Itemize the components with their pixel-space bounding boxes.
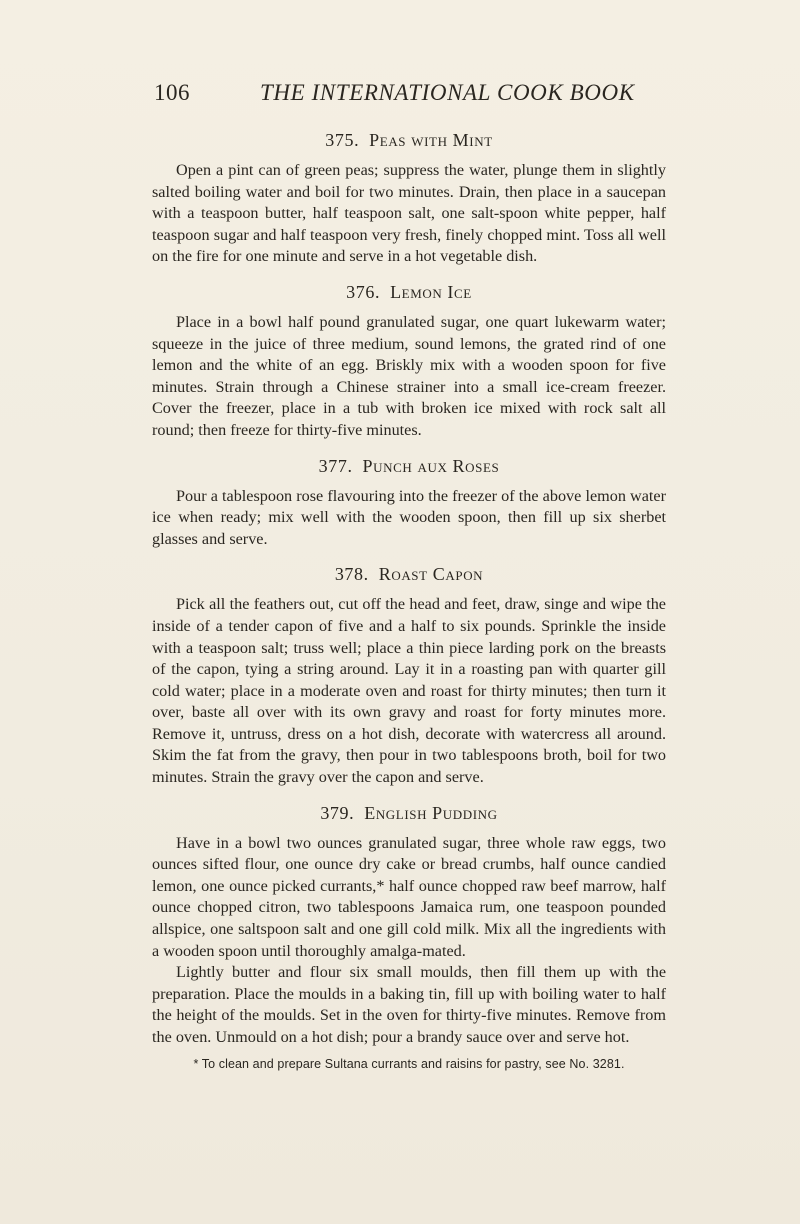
page-content <box>152 128 666 1073</box>
recipe-paragraph: Pick all the feathers out, cut off the head and feet, draw, singe and wipe the inside of a tender capon of five and a half to six pounds. Sprinkle the inside with a teaspoon salt; truss well; place a thin piece larding pork on the breasts of the capon, tying a string around. Lay it in a roasting pan with quarter gill cold water; place in a moderate oven and roast for thirty minutes; then turn it over, baste all over with its own gravy and roast for forty minutes more. Remove it, untruss, dress on a hot dish, decorate with watercress all around. Skim the fat from the gravy, then pour in two tablespoons broth, boil for two minutes. Strain the gravy over the capon and serve. <box>152 595 666 787</box>
recipe-title <box>152 280 666 304</box>
recipe-379 <box>152 801 666 1049</box>
recipe-number: 377. <box>318 455 353 476</box>
recipe-paragraph: Open a pint can of green peas; suppress the water, plunge them in slightly salted boiling water and boil for two minutes. Drain, then place in a saucepan with a teaspoon butter, half teaspoon salt, one salt-spoon white pepper, half teaspoon sugar and half teaspoon very fresh, finely chopped mint. Toss all well on the fire for one minute and serve in a hot vegetable dish. <box>152 161 666 266</box>
recipe-paragraph: Have in a bowl two ounces granulated sugar, three whole raw eggs, two ounces sifted flour, one ounce dry cake or bread crumbs, half ounce candied lemon, one ounce picked currants,* half ounce chopped raw beef marrow, half ounce chopped citron, two tablespoons Jamaica rum, one teaspoon pounded allspice, one saltspoon salt and one gill cold milk. Mix all the ingredients with a wooden spoon until thoroughly amalga-mated. <box>152 833 666 960</box>
recipe-name: Lemon Ice <box>390 281 472 302</box>
page-header <box>150 80 670 116</box>
page-number: 106 <box>154 80 190 105</box>
recipe-number: 376. <box>346 281 381 302</box>
recipe-name: Punch aux Roses <box>362 455 500 476</box>
recipe-378 <box>152 562 666 788</box>
recipe-title <box>152 128 666 152</box>
recipe-377 <box>152 454 666 551</box>
recipe-375 <box>152 128 666 268</box>
recipe-paragraph: Pour a tablespoon rose flavouring into the freezer of the above lemon water ice when ready; mix well with the wooden spoon, then fill up six sherbet glasses and serve. <box>152 486 666 548</box>
recipe-number: 379. <box>320 802 355 823</box>
recipe-number: 378. <box>334 564 369 585</box>
recipe-paragraph: Place in a bowl half pound granulated sugar, one quart lukewarm water; squeeze in the juice of three medium, sound lemons, the grated rind of one lemon and the white of an egg. Briskly mix with a wooden spoon for five minutes. Strain through a Chinese strainer into a small ice-cream freezer. Cover the freezer, place in a tub with broken ice mixed with rock salt all round; then freeze for thirty-five minutes. <box>152 312 666 439</box>
footnote: * To clean and prepare Sultana currants and raisins for pastry, see No. 3281. <box>193 1056 625 1071</box>
recipe-name: Roast Capon <box>378 564 484 585</box>
recipe-title <box>152 801 666 825</box>
recipe-title <box>152 562 666 586</box>
recipe-title <box>152 454 666 478</box>
running-title: THE INTERNATIONAL COOK BOOK <box>260 80 635 105</box>
recipe-name: English Pudding <box>364 802 498 823</box>
recipe-number: 375. <box>325 130 360 150</box>
recipe-376 <box>152 280 666 442</box>
recipe-name: Peas with Mint <box>369 130 493 150</box>
recipe-paragraph: Lightly butter and flour six small moulds, then fill them up with the preparation. Place the moulds in a baking tin, fill up with boiling water to half the height of the moulds. Set in the oven for thirty-five minutes. Remove from the oven. Unmould on a hot dish; pour a brandy sauce over and serve hot. <box>152 963 666 1046</box>
